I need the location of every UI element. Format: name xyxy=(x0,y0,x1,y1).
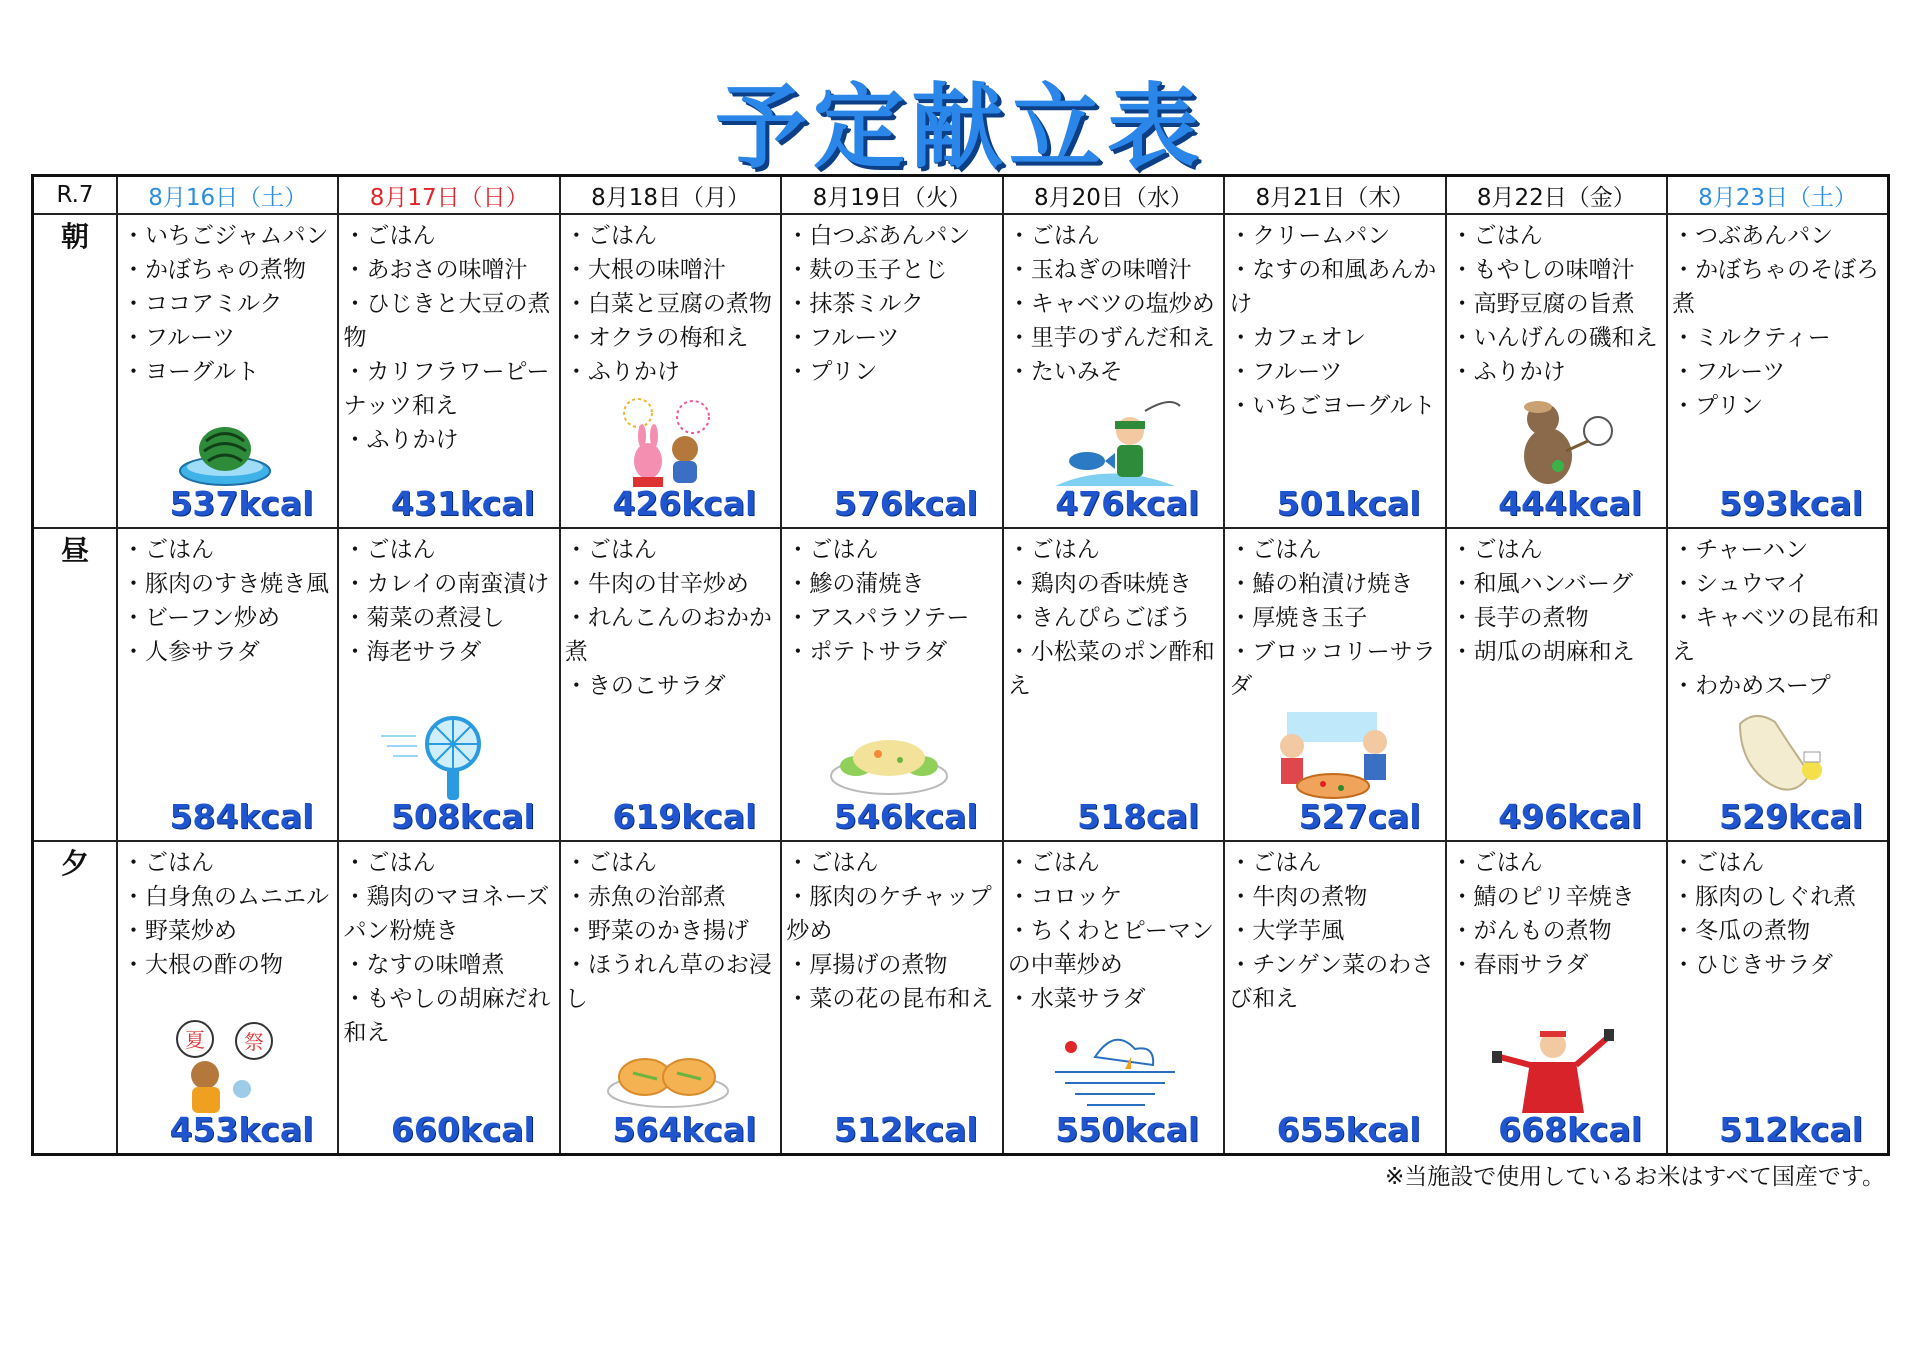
menu-cell xyxy=(1003,214,1224,528)
menu-item: ・フルーツ xyxy=(1229,359,1343,385)
menu-item: ・いちごヨーグルト xyxy=(1229,393,1436,419)
calorie-value: 564kcal xyxy=(612,1110,757,1149)
calorie-value: 527cal xyxy=(1298,797,1421,836)
menu-item: ・ごはん xyxy=(1007,850,1100,876)
menu-item-list xyxy=(1225,842,1444,1016)
menu-item-list xyxy=(118,529,337,669)
page-title: 予定献立表 xyxy=(714,74,1205,181)
menu-item: ・ごはん xyxy=(1007,536,1100,563)
menu-cell xyxy=(1667,841,1888,1155)
menu-item: ・ごはん xyxy=(1672,850,1765,876)
day-header: 8月19日（火） xyxy=(781,176,1002,215)
menu-item: ・小松菜のポン酢和え xyxy=(1007,638,1215,699)
menu-item-list xyxy=(782,842,1001,1016)
menu-item: ・もやしの胡麻だれ和え xyxy=(343,986,551,1046)
menu-item: ・カレイの南蛮漬け xyxy=(343,570,550,597)
menu-item: ・鶏肉の香味焼き xyxy=(1007,570,1192,597)
menu-item-list xyxy=(782,529,1001,669)
menu-item-list xyxy=(782,215,1001,389)
potato-salad-icon xyxy=(814,704,964,804)
bug-catching-boar-icon xyxy=(1478,391,1628,491)
menu-cell xyxy=(1667,214,1888,528)
menu-item: ・厚揚げの煮物 xyxy=(786,952,948,978)
menu-item: ・ごはん xyxy=(786,536,879,563)
menu-item-list xyxy=(561,215,780,389)
meal-row xyxy=(33,841,1889,1155)
menu-item-list xyxy=(1447,215,1666,389)
calorie-value: 512kcal xyxy=(833,1110,978,1149)
calorie-value: 546kcal xyxy=(833,797,978,836)
calorie-value: 668kcal xyxy=(1498,1110,1643,1149)
menu-cell xyxy=(1224,528,1445,842)
menu-item: ・いんげんの磯和え xyxy=(1450,325,1658,351)
menu-item-list xyxy=(1225,215,1444,423)
menu-item: ・抹茶ミルク xyxy=(786,291,924,317)
menu-item: ・春雨サラダ xyxy=(1450,952,1589,978)
menu-item: ・たいみそ xyxy=(1007,359,1123,385)
menu-item: ・ごはん xyxy=(564,850,657,876)
yosakoi-dancer-icon xyxy=(1478,1017,1628,1117)
menu-item: ・ごはん xyxy=(343,223,436,249)
kakiage-plate-icon xyxy=(593,1017,743,1117)
menu-item: ・胡瓜の胡麻和え xyxy=(1450,638,1635,665)
menu-item: ・長芋の煮物 xyxy=(1450,604,1589,631)
menu-cell xyxy=(1446,214,1667,528)
menu-item: ・フルーツ xyxy=(122,325,236,351)
menu-item: ・なすの和風あんかけ xyxy=(1229,257,1437,317)
menu-cell xyxy=(1446,841,1667,1155)
menu-cell xyxy=(1667,528,1888,842)
menu-item: ・豚肉のケチャップ炒め xyxy=(786,884,992,944)
menu-item: ・豚肉のしぐれ煮 xyxy=(1672,884,1857,910)
menu-item: ・野菜のかき揚げ xyxy=(564,918,749,944)
menu-cell xyxy=(781,214,1002,528)
menu-item-list xyxy=(339,215,558,457)
calorie-value: 426kcal xyxy=(612,483,757,523)
menu-item: ・ごはん xyxy=(122,850,214,876)
calorie-value: 619kcal xyxy=(612,797,757,836)
menu-item: ・シュウマイ xyxy=(1672,570,1810,597)
menu-item: ・高野豆腐の旨煮 xyxy=(1450,291,1635,317)
menu-item: ・ごはん xyxy=(1229,536,1322,563)
menu-item: ・コロッケ xyxy=(1007,884,1123,910)
menu-item: ・きんぴらごぼう xyxy=(1007,604,1192,631)
menu-item: ・オクラの梅和え xyxy=(564,325,749,351)
calorie-value: 655kcal xyxy=(1276,1110,1421,1149)
menu-item: ・チンゲン菜のわさび和え xyxy=(1229,952,1435,1012)
menu-cell xyxy=(117,528,338,842)
menu-item: ・クリームパン xyxy=(1229,223,1391,249)
menu-item: ・いちごジャムパン xyxy=(122,223,329,249)
menu-item: ・キャベツの塩炒め xyxy=(1007,291,1215,317)
summer-festival-bear-icon xyxy=(150,1017,300,1117)
menu-item: ・白菜と豆腐の煮物 xyxy=(564,291,772,317)
menu-item: ・ビーフン炒め xyxy=(122,604,281,631)
menu-item: ・大根の味噌汁 xyxy=(564,257,726,283)
calorie-value: 537kcal xyxy=(169,483,314,523)
menu-item: ・ブロッコリーサラダ xyxy=(1229,638,1436,699)
menu-item: ・かぼちゃのそぼろ煮 xyxy=(1672,257,1880,317)
calorie-value: 453kcal xyxy=(169,1110,314,1149)
menu-item: ・ふりかけ xyxy=(1450,359,1566,385)
sea-cloud-icon xyxy=(1035,1017,1185,1117)
meal-row xyxy=(33,528,1889,842)
menu-item: ・カリフラワーピーナッツ和え xyxy=(343,359,550,419)
rice-origin-note: ※当施設で使用しているお米はすべて国産です。 xyxy=(1385,1164,1885,1190)
menu-item: ・ふりかけ xyxy=(343,427,459,453)
calorie-value: 660kcal xyxy=(390,1110,535,1149)
menu-item: ・フルーツ xyxy=(1672,359,1786,385)
menu-item-list xyxy=(1225,529,1444,703)
day-header: 8月22日（金） xyxy=(1446,176,1667,215)
menu-cell xyxy=(338,528,559,842)
menu-item: ・菊菜の煮浸し xyxy=(343,604,505,631)
calorie-value: 431kcal xyxy=(390,483,535,523)
menu-item: ・白身魚のムニエル xyxy=(122,884,329,910)
day-header: 8月17日（日） xyxy=(338,176,559,215)
menu-item-list xyxy=(1447,529,1666,669)
calorie-value: 584kcal xyxy=(169,797,314,836)
fishing-icon xyxy=(1035,391,1185,491)
calorie-value: 476kcal xyxy=(1055,483,1200,523)
menu-cell xyxy=(560,841,781,1155)
menu-item: ・和風ハンバーグ xyxy=(1450,570,1634,597)
menu-item: ・鶏肉のマヨネーズパン粉焼き xyxy=(343,884,550,944)
menu-item-list xyxy=(561,529,780,703)
menu-item: ・フルーツ xyxy=(786,325,900,351)
calorie-value: 508kcal xyxy=(390,797,535,836)
menu-item: ・海老サラダ xyxy=(343,638,482,665)
menu-item-list xyxy=(1668,529,1887,703)
menu-item: ・牛肉の甘辛炒め xyxy=(564,570,749,597)
menu-item: ・鰺の蒲焼き xyxy=(786,570,925,597)
calorie-value: 512kcal xyxy=(1719,1110,1863,1149)
menu-item: ・ごはん xyxy=(1450,536,1543,563)
meal-label: 朝 xyxy=(33,214,118,528)
calorie-value: 501kcal xyxy=(1276,483,1421,523)
menu-item: ・キャベツの昆布和え xyxy=(1672,604,1880,665)
menu-item: ・ひじきサラダ xyxy=(1672,952,1833,978)
menu-item: ・ごはん xyxy=(1007,223,1100,249)
calorie-value: 550kcal xyxy=(1055,1110,1200,1149)
calorie-value: 576kcal xyxy=(833,483,978,523)
year-label: R.7 xyxy=(33,176,118,215)
menu-cell xyxy=(117,841,338,1155)
menu-item: ・カフェオレ xyxy=(1229,325,1367,351)
menu-item-list xyxy=(1004,215,1223,389)
menu-item: ・ひじきと大豆の煮物 xyxy=(343,291,551,351)
menu-item: ・ココアミルク xyxy=(122,291,283,317)
meal-label: 昼 xyxy=(33,528,118,842)
header-row xyxy=(33,176,1889,215)
menu-item-list xyxy=(118,842,337,982)
svg-text:祭: 祭 xyxy=(243,1030,264,1054)
menu-cell xyxy=(1003,841,1224,1155)
calorie-value: 593kcal xyxy=(1719,483,1863,523)
menu-item-list xyxy=(339,529,558,669)
menu-item: ・人参サラダ xyxy=(122,638,260,665)
menu-item: ・菜の花の昆布和え xyxy=(786,986,994,1012)
menu-item: ・厚焼き玉子 xyxy=(1229,604,1368,631)
menu-table xyxy=(31,174,1890,1156)
menu-item: ・ごはん xyxy=(1229,850,1322,876)
menu-item-list xyxy=(1668,842,1887,982)
menu-cell xyxy=(117,214,338,528)
menu-item: ・白つぶあんパン xyxy=(786,223,971,249)
day-header: 8月18日（月） xyxy=(560,176,781,215)
menu-item: ・アスパラソテー xyxy=(786,604,970,631)
menu-item-list xyxy=(1668,215,1887,423)
menu-item: ・プリン xyxy=(786,359,878,385)
menu-cell xyxy=(1446,528,1667,842)
fireworks-animals-icon xyxy=(593,391,743,491)
menu-item-list xyxy=(1004,529,1223,703)
meal-row xyxy=(33,214,1889,528)
handheld-fan-icon xyxy=(371,704,521,804)
menu-item: ・ごはん xyxy=(1450,223,1543,249)
menu-item: ・ほうれん草のお浸し xyxy=(564,952,772,1012)
calorie-value: 529kcal xyxy=(1719,797,1863,836)
menu-cell xyxy=(560,214,781,528)
menu-item: ・ごはん xyxy=(564,223,657,249)
menu-item-list xyxy=(1004,842,1223,1016)
day-header: 8月20日（水） xyxy=(1003,176,1224,215)
menu-cell xyxy=(338,214,559,528)
menu-item: ・大学芋風 xyxy=(1229,918,1345,944)
menu-item-list xyxy=(561,842,780,1016)
menu-item: ・ごはん xyxy=(1450,850,1543,876)
menu-cell xyxy=(781,841,1002,1155)
menu-item: ・なすの味噌煮 xyxy=(343,952,505,978)
menu-item: ・つぶあんパン xyxy=(1672,223,1834,249)
menu-item: ・ふりかけ xyxy=(564,359,680,385)
menu-item: ・ヨーグルト xyxy=(122,359,260,385)
menu-item: ・ごはん xyxy=(343,536,436,563)
menu-cell xyxy=(781,528,1002,842)
menu-item: ・玉ねぎの味噌汁 xyxy=(1007,257,1192,283)
menu-item: ・あおさの味噌汁 xyxy=(343,257,528,283)
menu-item: ・大根の酢の物 xyxy=(122,952,283,978)
svg-text:夏: 夏 xyxy=(184,1028,205,1052)
menu-item-list xyxy=(339,842,558,1050)
meal-label: 夕 xyxy=(33,841,118,1155)
menu-item: ・鯖のピリ辛焼き xyxy=(1450,884,1635,910)
menu-cell xyxy=(560,528,781,842)
day-header: 8月21日（木） xyxy=(1224,176,1445,215)
menu-item: ・かぼちゃの煮物 xyxy=(122,257,306,283)
menu-item: ・冬瓜の煮物 xyxy=(1672,918,1811,944)
menu-item: ・れんこんのおかか煮 xyxy=(564,604,772,665)
calorie-value: 518cal xyxy=(1077,797,1200,836)
menu-item: ・ごはん xyxy=(343,850,436,876)
watermelon-pool-icon xyxy=(150,391,300,491)
menu-item: ・牛肉の煮物 xyxy=(1229,884,1368,910)
menu-item-list xyxy=(118,215,337,389)
menu-item: ・里芋のずんだ和え xyxy=(1007,325,1215,351)
menu-cell xyxy=(1224,841,1445,1155)
menu-item: ・きのこサラダ xyxy=(564,672,726,699)
menu-item: ・鰆の粕漬け焼き xyxy=(1229,570,1414,597)
cloud-chef-icon xyxy=(1700,704,1850,804)
menu-item: ・豚肉のすき焼き風 xyxy=(122,570,329,597)
menu-item: ・赤魚の治部煮 xyxy=(564,884,726,910)
kids-pizza-icon xyxy=(1257,704,1407,804)
day-header: 8月23日（土） xyxy=(1667,176,1888,215)
menu-item: ・わかめスープ xyxy=(1672,672,1831,699)
menu-item: ・ミルクティー xyxy=(1672,325,1831,351)
menu-item: ・チャーハン xyxy=(1672,536,1809,563)
calorie-value: 496kcal xyxy=(1498,797,1643,836)
day-header: 8月16日（土） xyxy=(117,176,338,215)
menu-item: ・ちくわとピーマンの中華炒め xyxy=(1007,918,1214,978)
calorie-value: 444kcal xyxy=(1498,483,1643,523)
menu-cell xyxy=(338,841,559,1155)
menu-item: ・ごはん xyxy=(564,536,657,563)
menu-item: ・がんもの煮物 xyxy=(1450,918,1612,944)
menu-item: ・ごはん xyxy=(786,850,879,876)
menu-item: ・ポテトサラダ xyxy=(786,638,948,665)
menu-item: ・野菜炒め xyxy=(122,918,237,944)
menu-item: ・ごはん xyxy=(122,536,214,563)
menu-cell xyxy=(1224,214,1445,528)
menu-item: ・プリン xyxy=(1672,393,1764,419)
menu-cell xyxy=(1003,528,1224,842)
menu-item: ・もやしの味噌汁 xyxy=(1450,257,1635,283)
menu-item-list xyxy=(1447,842,1666,982)
menu-item: ・麸の玉子とじ xyxy=(786,257,948,283)
menu-item: ・水菜サラダ xyxy=(1007,986,1146,1012)
